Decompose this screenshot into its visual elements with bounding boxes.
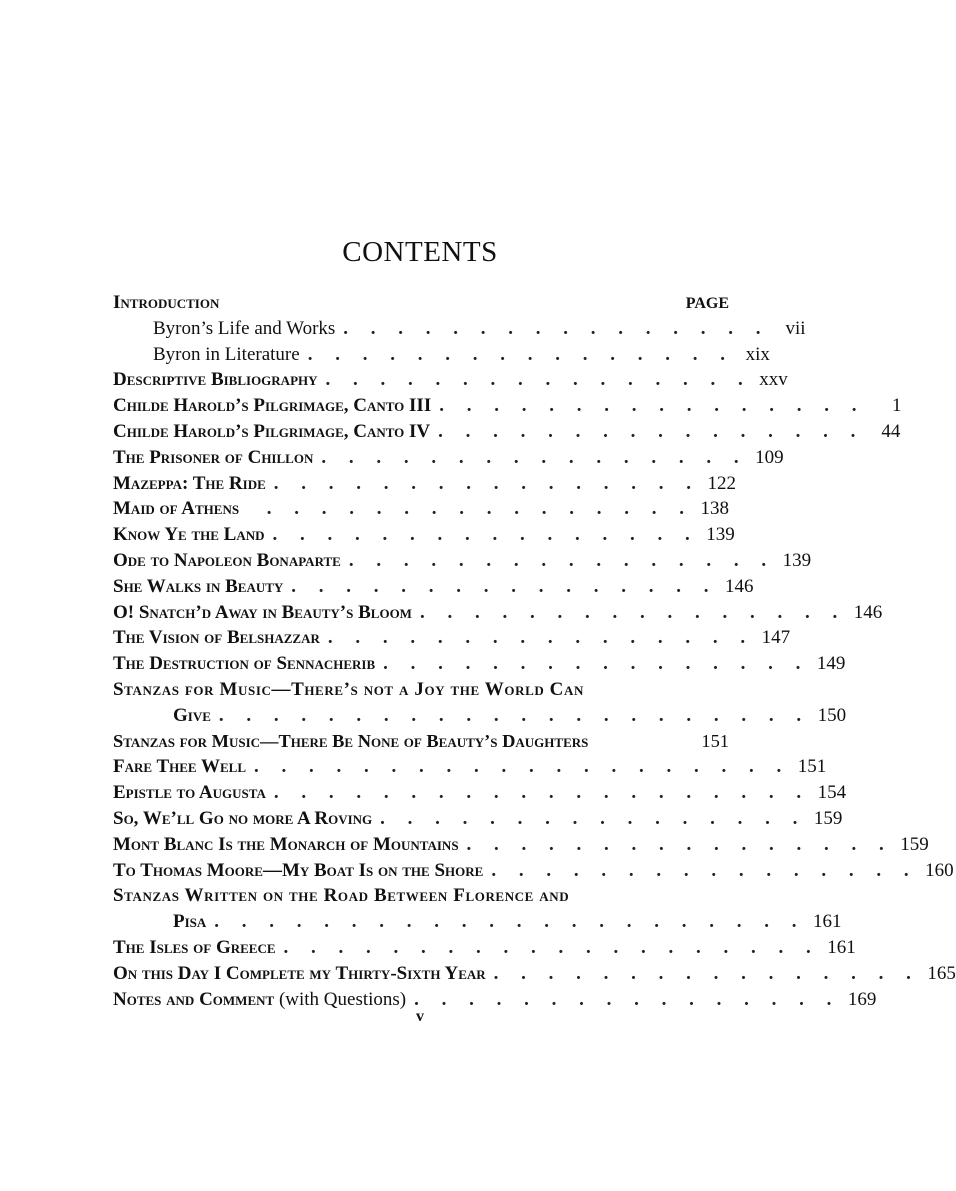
page-title: CONTENTS — [342, 236, 498, 268]
toc-entry-page: 139 — [782, 549, 812, 571]
leader-dots: . . . . . . . . . . . . . . . . — [343, 317, 770, 339]
toc-entry — [113, 367, 788, 393]
toc-entry — [113, 419, 901, 445]
toc-entry-label: Childe Harold’s Pilgrimage, Canto IV — [113, 420, 431, 442]
toc-entry-page: 150 — [817, 704, 847, 726]
toc-entry-label: Ode to Napoleon Bonaparte — [113, 549, 341, 571]
toc-entry — [113, 496, 729, 522]
toc-entry-label: The Vision of Belshazzar — [113, 627, 320, 649]
leader-dots: . . . . . . . . . . . . . . . . — [307, 343, 734, 365]
leader-dots: . . . . . . . . . . . . . . . . — [327, 627, 755, 649]
toc-entry-label: The Destruction of Sennacherib — [113, 653, 376, 675]
toc-entry-page: 109 — [755, 446, 784, 468]
toc-entry — [113, 961, 956, 987]
leader-dots: . . . . . . . . . . . . . . . . — [493, 962, 920, 984]
toc-entry — [113, 651, 846, 677]
toc-entry-label: Stanzas for Music—There Be None of Beauty’s Daughters — [113, 730, 589, 751]
leader-dots: . . . . . . . . . . . . . . . . — [272, 524, 699, 546]
toc-entry-page: 147 — [761, 627, 791, 649]
toc-entry — [113, 548, 812, 574]
toc-entry — [113, 729, 729, 755]
toc-entry — [113, 858, 954, 884]
toc-entry-label: So, We’ll Go no more A Roving — [113, 807, 373, 829]
toc-entry — [113, 677, 729, 703]
toc-entry — [113, 342, 770, 368]
toc-entry — [113, 574, 754, 600]
toc-entry-page: 169 — [847, 988, 877, 1010]
toc-entry-page: 154 — [817, 782, 847, 804]
leader-dots: . . . . . . . . . . . . . . . . — [383, 653, 810, 675]
leader-dots: . . . . . . . . . . . . . . . . — [419, 601, 847, 623]
toc-entry — [113, 625, 791, 651]
toc-entry-label: Descriptive Bibliography — [113, 369, 318, 391]
toc-entry — [113, 935, 856, 961]
toc-entry-label: O! Snatch’d Away in Beauty’s Bloom — [113, 601, 412, 623]
toc-entry-page: 139 — [706, 524, 735, 546]
leader-dots: . . . . . . . . . . . . . . . . — [291, 575, 718, 597]
toc-entry-page: 159 — [900, 833, 929, 855]
leader-dots: . . . . . . . . . . . . . . . . — [348, 549, 776, 571]
toc-entry-label: To Thomas Moore—My Boat Is on the Shore — [113, 859, 484, 881]
leader-dots: . . . . . . . . . . . . . . . . — [380, 807, 807, 829]
toc-entry — [113, 445, 784, 471]
toc-entry — [113, 393, 902, 419]
toc-entry-page: 44 — [881, 420, 901, 442]
leader-dots: . . . . . . . . . . . . . . . . . . . . . . — [214, 911, 806, 933]
toc-entry-label: Introduction — [113, 292, 220, 313]
leader-dots: . . . . . . . . . . . . . . . . — [266, 498, 693, 520]
leader-dots: . . . . . . . . . . . . . . . . — [438, 420, 865, 442]
toc-entry — [113, 754, 827, 780]
toc-entry — [113, 806, 843, 832]
toc-entry-label-main: Notes and Comment — [113, 988, 275, 1010]
toc-entry-page: 138 — [700, 498, 729, 520]
toc-entry-page: 161 — [827, 936, 856, 958]
leader-dots: . . . . . . . . . . . . . . . . — [325, 369, 752, 391]
leader-dots: . . . . . . . . . . . . . . . . . . . . — [254, 756, 791, 778]
toc-entry-page: xix — [745, 343, 770, 365]
toc-entry — [113, 471, 736, 497]
toc-entry-label: Childe Harold’s Pilgrimage, Canto III — [113, 395, 432, 417]
toc-entry-page: 146 — [853, 601, 883, 623]
toc-entry-page: vii — [785, 317, 806, 339]
toc-entry-label: Epistle to Augusta — [113, 782, 266, 804]
toc-entry-label: Stanzas Written on the Road Between Florence and — [113, 885, 570, 907]
leader-dots: . . . . . . . . . . . . . . . . — [439, 395, 866, 417]
leader-dots: . . . . . . . . . . . . . . . . — [491, 859, 918, 881]
toc-entry-page: 122 — [707, 472, 736, 494]
toc-entry-label: Pisa — [173, 911, 207, 933]
toc-entry-label: Byron in Literature — [153, 343, 300, 365]
toc-entry-label: Know Ye the Land — [113, 524, 265, 546]
toc-entry — [113, 522, 735, 548]
toc-entry-label: On this Day I Complete my Thirty-Sixth Year — [113, 962, 486, 984]
toc-entry-label: Fare Thee Well — [113, 756, 247, 778]
leader-dots: . . . . . . . . . . . . . . . . — [414, 988, 841, 1010]
toc-entry-label: Maid of Athens — [113, 498, 240, 520]
page-number: v — [416, 1008, 424, 1025]
toc-entry-continuation — [113, 703, 847, 729]
toc-entry-label: Byron’s Life and Works — [153, 317, 336, 339]
toc-entry-label: She Walks in Beauty — [113, 575, 284, 597]
toc-entry-label: Stanzas for Music—There’s not a Joy the World Can — [113, 678, 584, 700]
toc-entry-page: 1 — [891, 395, 902, 417]
leader-dots: . . . . . . . . . . . . . . . . — [273, 472, 700, 494]
toc-entry-label: Mont Blanc Is the Monarch of Mountains — [113, 833, 459, 855]
toc-entry-label-suffix: (with Questions) — [274, 988, 407, 1010]
toc-entry-page: xxv — [759, 369, 788, 391]
toc-entry-label: The Prisoner of Chillon — [113, 446, 314, 468]
toc-entry-page: 165 — [927, 962, 956, 984]
toc-entry-page: 151 — [797, 756, 827, 778]
toc-entry-page: 149 — [816, 653, 846, 675]
table-of-contents — [113, 290, 956, 1012]
toc-entry-label: Mazeppa: The Ride — [113, 472, 266, 494]
toc-entry — [113, 832, 929, 858]
toc-entry-page: 146 — [725, 575, 754, 597]
toc-entry-page: 160 — [925, 859, 954, 881]
toc-entry — [113, 290, 729, 316]
leader-dots: . . . . . . . . . . . . . . . . . . . . . . — [218, 704, 811, 726]
leader-dots: . . . . . . . . . . . . . . . . . . . . — [273, 782, 811, 804]
toc-entry-continuation — [113, 909, 842, 935]
leader-dots: . . . . . . . . . . . . . . . . — [321, 446, 748, 468]
toc-entry-page: 151 — [701, 730, 729, 751]
toc-entry — [113, 600, 883, 626]
toc-entry — [113, 780, 847, 806]
toc-entry-label: Give — [173, 704, 211, 726]
leader-dots: . . . . . . . . . . . . . . . . . . . . — [283, 936, 820, 958]
page-column-heading: PAGE — [685, 295, 729, 312]
toc-entry-page: 161 — [813, 911, 842, 933]
toc-entry-page: 159 — [813, 807, 843, 829]
toc-entry — [113, 316, 806, 342]
toc-entry — [113, 883, 729, 909]
leader-dots: . . . . . . . . . . . . . . . . — [466, 833, 893, 855]
toc-entry-label: The Isles of Greece — [113, 936, 276, 958]
